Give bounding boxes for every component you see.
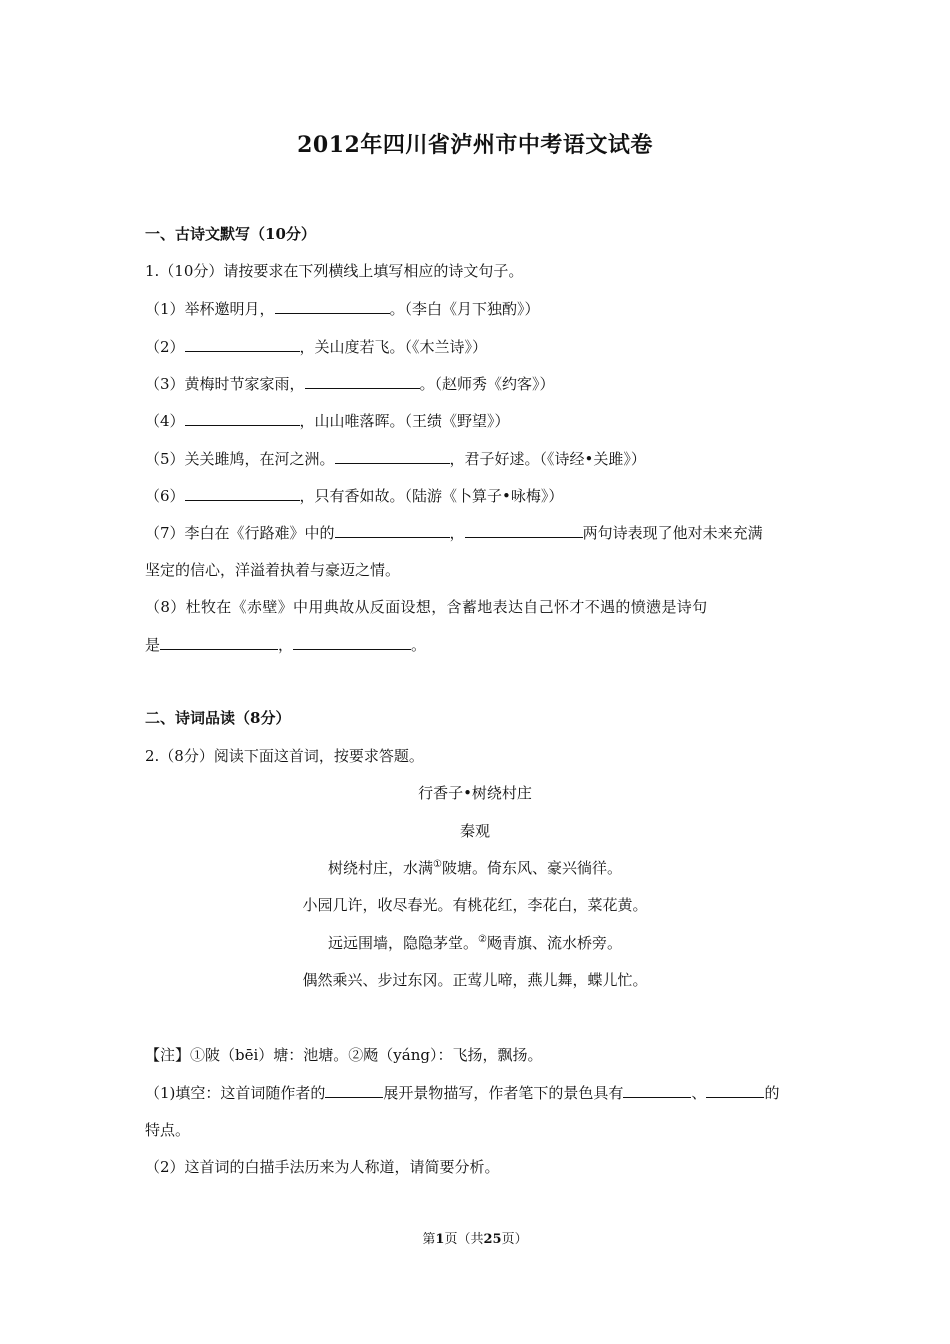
answer-blank[interactable] bbox=[305, 373, 420, 389]
item-5-prefix: （5）关关雎鸠，在河之洲。 bbox=[145, 450, 335, 468]
answer-blank[interactable] bbox=[706, 1082, 764, 1098]
answer-blank[interactable] bbox=[293, 634, 411, 650]
footer-suffix: 页） bbox=[501, 1232, 528, 1247]
item-7-prefix: （7）李白在《行路难》中的 bbox=[145, 524, 335, 542]
section-2-heading: 二、诗词品读（8分） bbox=[145, 709, 291, 727]
poem-line-3 bbox=[0, 933, 950, 953]
question-1-item-7 bbox=[145, 522, 810, 543]
question-1-item-1 bbox=[145, 298, 810, 319]
footer-prefix: 第 bbox=[422, 1232, 436, 1247]
question-2-part-2: （2）这首词的白描手法历来为人称道，请简要分析。 bbox=[145, 1158, 500, 1176]
part-1-prefix: （1)填空：这首词随作者的 bbox=[145, 1084, 326, 1102]
answer-blank[interactable] bbox=[185, 336, 300, 352]
item-7-suffix: 两句诗表现了他对未来充满 bbox=[582, 524, 763, 542]
poem-line-1-end: 陂塘。倚东风、豪兴徜徉。 bbox=[441, 859, 622, 877]
question-1-item-2 bbox=[145, 336, 810, 357]
question-1-item-7-continuation: 坚定的信心，洋溢着执着与豪迈之情。 bbox=[145, 561, 401, 579]
question-1-item-4 bbox=[145, 410, 810, 431]
item-6-suffix: ，只有香如故。（陆游《卜算子•咏梅》） bbox=[299, 487, 564, 505]
answer-blank[interactable] bbox=[335, 522, 450, 538]
answer-blank[interactable] bbox=[185, 410, 300, 426]
part-1-separator: 、 bbox=[691, 1084, 707, 1102]
item-3-prefix: （3）黄梅时节家家雨， bbox=[145, 375, 305, 393]
part-1-suffix: 的 bbox=[764, 1084, 780, 1102]
question-1-intro: 1.（10分）请按要求在下列横线上填写相应的诗文句子。 bbox=[145, 262, 524, 280]
item-8-prefix: 是 bbox=[145, 636, 161, 654]
poem-author: 秦观 bbox=[459, 822, 490, 840]
current-page-number: 1 bbox=[435, 1232, 445, 1247]
question-1-item-5 bbox=[145, 448, 810, 469]
question-1-item-6 bbox=[145, 485, 810, 506]
item-7-separator: ， bbox=[449, 524, 465, 542]
poem-line-1 bbox=[0, 858, 950, 878]
poem-line-1-start: 树绕村庄，水满 bbox=[328, 859, 434, 877]
item-8-separator: ， bbox=[278, 636, 294, 654]
footnote-marker-1: ① bbox=[433, 859, 442, 870]
footnote-marker-2: ② bbox=[478, 934, 487, 945]
page-footer bbox=[0, 1228, 950, 1247]
poem-note: 【注】①陂（bēi）塘：池塘。②飏（yáng）：飞扬，飘扬。 bbox=[145, 1046, 543, 1064]
question-2-part-1 bbox=[145, 1082, 810, 1103]
item-8-suffix: 。 bbox=[411, 636, 427, 654]
part-1-middle: 展开景物描写，作者笔下的景色具有 bbox=[383, 1084, 624, 1102]
question-1-item-8-continuation bbox=[145, 634, 810, 655]
answer-blank[interactable] bbox=[465, 522, 583, 538]
poem-title: 行香子•树绕村庄 bbox=[418, 784, 532, 802]
item-1-prefix: （1）举杯邀明月， bbox=[145, 300, 275, 318]
answer-blank[interactable] bbox=[325, 1082, 383, 1098]
item-4-prefix: （4） bbox=[145, 412, 185, 430]
question-1-item-8: （8）杜牧在《赤壁》中用典故从反面设想，含蓄地表达自己怀才不遇的愤懑是诗句 bbox=[145, 598, 708, 616]
answer-blank[interactable] bbox=[275, 298, 390, 314]
poem-line-3-end: 飏青旗、流水桥旁。 bbox=[486, 934, 622, 952]
answer-blank[interactable] bbox=[160, 634, 278, 650]
item-4-suffix: ，山山唯落晖。（王绩《野望》） bbox=[299, 412, 510, 430]
question-1-item-3 bbox=[145, 373, 810, 394]
footer-middle: 页（共 bbox=[444, 1232, 484, 1247]
answer-blank[interactable] bbox=[335, 448, 450, 464]
item-2-suffix: ，关山度若飞。（《木兰诗》） bbox=[299, 338, 488, 356]
answer-blank[interactable] bbox=[623, 1082, 691, 1098]
question-2-intro: 2.（8分）阅读下面这首词，按要求答题。 bbox=[145, 747, 424, 765]
item-1-suffix: 。（李白《月下独酌》） bbox=[389, 300, 540, 318]
page-title: 2012年四川省泸州市中考语文试卷 bbox=[297, 132, 653, 158]
question-2-part-1-continuation: 特点。 bbox=[145, 1121, 191, 1139]
poem-line-4: 偶然乘兴、步过东冈。正莺儿啼，燕儿舞，蝶儿忙。 bbox=[302, 971, 648, 989]
total-page-count: 25 bbox=[483, 1232, 502, 1247]
item-2-prefix: （2） bbox=[145, 338, 185, 356]
item-3-suffix: 。（赵师秀《约客》） bbox=[419, 375, 555, 393]
item-5-suffix: ，君子好逑。（《诗经•关雎》） bbox=[449, 450, 646, 468]
poem-line-2: 小园几许，收尽春光。有桃花红，李花白，菜花黄。 bbox=[302, 896, 648, 914]
item-6-prefix: （6） bbox=[145, 487, 185, 505]
section-1-heading: 一、古诗文默写（10分） bbox=[145, 225, 316, 243]
answer-blank[interactable] bbox=[185, 485, 300, 501]
poem-line-3-start: 远远围墙，隐隐茅堂。 bbox=[328, 934, 479, 952]
